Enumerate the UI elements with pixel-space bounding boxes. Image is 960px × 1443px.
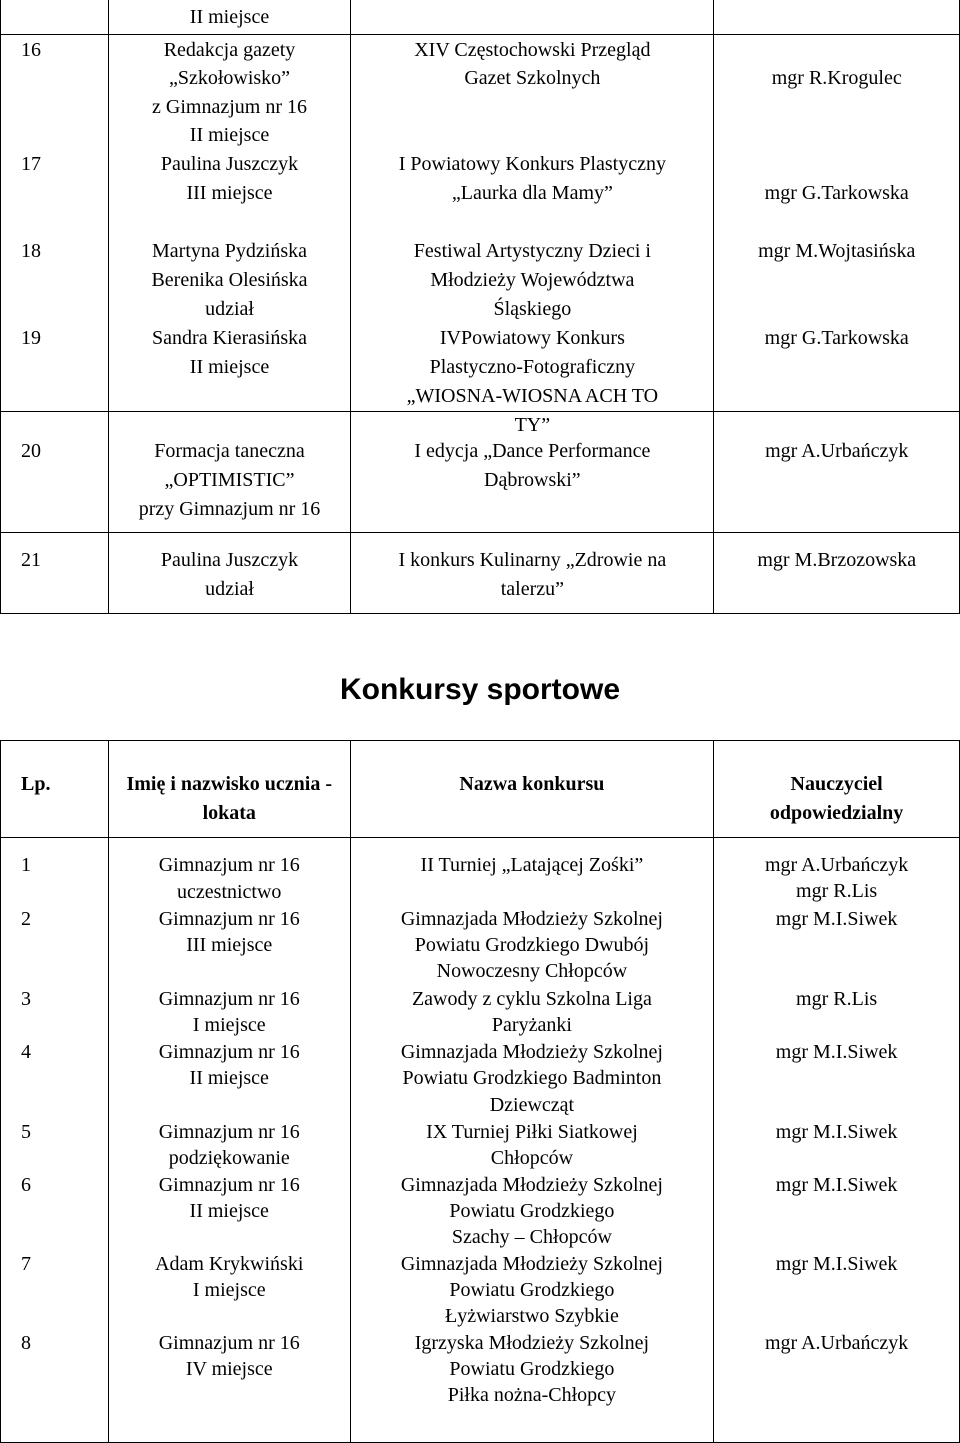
competition-name: talerzu”: [500, 578, 564, 600]
row-number: 21: [21, 549, 41, 571]
competition-name: TY”: [514, 414, 551, 436]
place-text: I miejsce: [192, 1014, 266, 1036]
place-text: II miejsce: [189, 356, 270, 378]
competition-name: Gimnazjada Młodzieży Szkolnej: [400, 1174, 663, 1196]
awards-table: [0, 0, 960, 614]
student-name: Gimnazjum nr 16: [158, 988, 300, 1010]
student-name: z Gimnazjum nr 16: [152, 96, 307, 118]
row-number: 19: [21, 327, 41, 349]
table-row: [1, 533, 960, 614]
table-row: [1, 0, 960, 35]
place-text: II miejsce: [189, 1067, 269, 1089]
competition-name: IVPowiatowy Konkurs: [439, 327, 625, 349]
student-name: Paulina Juszczyk: [160, 153, 299, 175]
section-heading: Konkursy sportowe: [339, 673, 621, 706]
competition-name: II Turniej „Latającej Zośki”: [420, 854, 644, 876]
student-name: Adam Krykwiński: [155, 1253, 304, 1275]
teacher-name: mgr M.I.Siwek: [775, 1041, 898, 1063]
competition-name: Śląskiego: [493, 298, 572, 320]
teacher-name: mgr G.Tarkowska: [764, 182, 909, 204]
competition-name: Gimnazjada Młodzieży Szkolnej: [400, 1253, 663, 1275]
place-text: IV miejsce: [185, 1358, 273, 1380]
teacher-name: mgr R.Lis: [796, 880, 878, 902]
header-lp: Lp.: [21, 773, 51, 795]
competition-name: Powiatu Grodzkiego Dwubój: [414, 934, 650, 956]
student-name: „Szkołowisko”: [168, 67, 291, 89]
row-number: 18: [21, 240, 41, 262]
competition-name: Dziewcząt: [489, 1094, 575, 1116]
teacher-name: mgr R.Lis: [796, 988, 878, 1010]
student-name: Formacja taneczna: [154, 440, 305, 462]
table-header-row: [1, 741, 960, 838]
place-text: III miejsce: [186, 182, 273, 204]
competition-name: I konkurs Kulinarny „Zdrowie na: [398, 549, 667, 571]
place-text: III miejsce: [186, 934, 273, 956]
student-name: Sandra Kierasińska: [152, 327, 307, 349]
competition-name: Łyżwiarstwo Szybkie: [444, 1305, 619, 1327]
student-name: Gimnazjum nr 16: [158, 1121, 300, 1143]
teacher-name: mgr M.I.Siwek: [775, 1174, 898, 1196]
competition-name: Zawody z cyklu Szkolna Liga: [411, 988, 652, 1010]
place-text: II miejsce: [189, 6, 270, 28]
row-number: 1: [21, 854, 31, 876]
table-row: [1, 412, 960, 533]
row-number: 17: [21, 153, 41, 175]
teacher-name: mgr M.I.Siwek: [775, 1121, 898, 1143]
student-name: Gimnazjum nr 16: [158, 1041, 300, 1063]
student-name: Gimnazjum nr 16: [158, 908, 300, 930]
competition-name: Igrzyska Młodzieży Szkolnej: [414, 1332, 650, 1354]
student-name: Berenika Olesińska: [151, 269, 308, 291]
competition-name: Piłka nożna-Chłopcy: [447, 1384, 617, 1406]
competition-name: Powiatu Grodzkiego: [449, 1279, 615, 1301]
teacher-name: mgr A.Urbańczyk: [764, 854, 909, 876]
teacher-name: mgr M.Wojtasińska: [758, 240, 916, 262]
student-name: Gimnazjum nr 16: [158, 1332, 300, 1354]
student-name: Gimnazjum nr 16: [158, 854, 300, 876]
competition-name: „Laurka dla Mamy”: [451, 182, 613, 204]
row-number: 4: [21, 1041, 31, 1063]
student-name: Redakcja gazety: [163, 39, 296, 61]
competition-name: Gimnazjada Młodzieży Szkolnej: [400, 908, 663, 930]
place-text: II miejsce: [189, 1200, 269, 1222]
row-number: 20: [21, 440, 41, 462]
teacher-name: mgr A.Urbańczyk: [765, 440, 909, 462]
competition-name: Festiwal Artystyczny Dzieci i: [413, 240, 651, 262]
header-name: Imię i nazwisko ucznia -: [126, 773, 333, 795]
student-name: przy Gimnazjum nr 16: [138, 498, 321, 520]
competition-name: I Powiatowy Konkurs Plastyczny: [398, 153, 666, 175]
place-text: I miejsce: [192, 1279, 266, 1301]
teacher-name: mgr M.Brzozowska: [757, 549, 917, 571]
row-number: 16: [21, 39, 41, 61]
table-row: [1, 35, 960, 412]
row-number: 7: [21, 1253, 31, 1275]
competition-name: Chłopców: [490, 1147, 574, 1169]
competition-name: Szachy – Chłopców: [451, 1226, 612, 1248]
student-name: Gimnazjum nr 16: [158, 1174, 300, 1196]
student-name: Paulina Juszczyk: [160, 549, 299, 571]
competition-name: Gazet Szkolnych: [464, 67, 601, 89]
competition-name: XIV Częstochowski Przegląd: [414, 39, 651, 61]
header-teacher: Nauczyciel: [790, 773, 883, 795]
teacher-name: mgr A.Urbańczyk: [764, 1332, 909, 1354]
sport-awards-table: [0, 740, 960, 1443]
row-number: 8: [21, 1332, 31, 1354]
teacher-name: mgr M.I.Siwek: [775, 1253, 898, 1275]
competition-name: Nowoczesny Chłopców: [436, 960, 628, 982]
row-number: 5: [21, 1121, 31, 1143]
row-number: 3: [21, 988, 31, 1010]
row-number: 6: [21, 1174, 31, 1196]
competition-name: Gimnazjada Młodzieży Szkolnej: [400, 1041, 663, 1063]
competition-name: I edycja „Dance Performance: [414, 440, 651, 462]
teacher-name: mgr G.Tarkowska: [764, 327, 909, 349]
competition-name: Powiatu Grodzkiego: [449, 1200, 615, 1222]
table-row: [1, 838, 960, 1443]
competition-name: Młodzieży Województwa: [430, 269, 635, 291]
place-text: udział: [205, 578, 254, 600]
competition-name: Powiatu Grodzkiego: [449, 1358, 615, 1380]
competition-name: Powiatu Grodzkiego Badminton: [402, 1067, 662, 1089]
teacher-name: mgr R.Krogulec: [771, 67, 902, 89]
competition-name: „WIOSNA-WIOSNA ACH TO: [406, 385, 659, 407]
header-teacher: odpowiedzialny: [769, 802, 904, 824]
student-name: Martyna Pydzińska: [152, 240, 307, 262]
competition-name: Paryżanki: [491, 1014, 572, 1036]
place-text: udział: [205, 298, 254, 320]
competition-name: IX Turniej Piłki Siatkowej: [426, 1121, 638, 1143]
place-text: podziękowanie: [168, 1147, 290, 1169]
row-number: 2: [21, 908, 31, 930]
header-name: lokata: [202, 802, 256, 824]
competition-name: Plastyczno-Fotograficzny: [429, 356, 636, 378]
teacher-name: mgr M.I.Siwek: [775, 908, 898, 930]
competition-name: Dąbrowski”: [484, 469, 581, 491]
place-text: II miejsce: [189, 124, 270, 146]
place-text: uczestnictwo: [177, 881, 282, 903]
student-name: „OPTIMISTIC”: [164, 469, 295, 491]
header-competition: Nazwa konkursu: [459, 773, 605, 795]
